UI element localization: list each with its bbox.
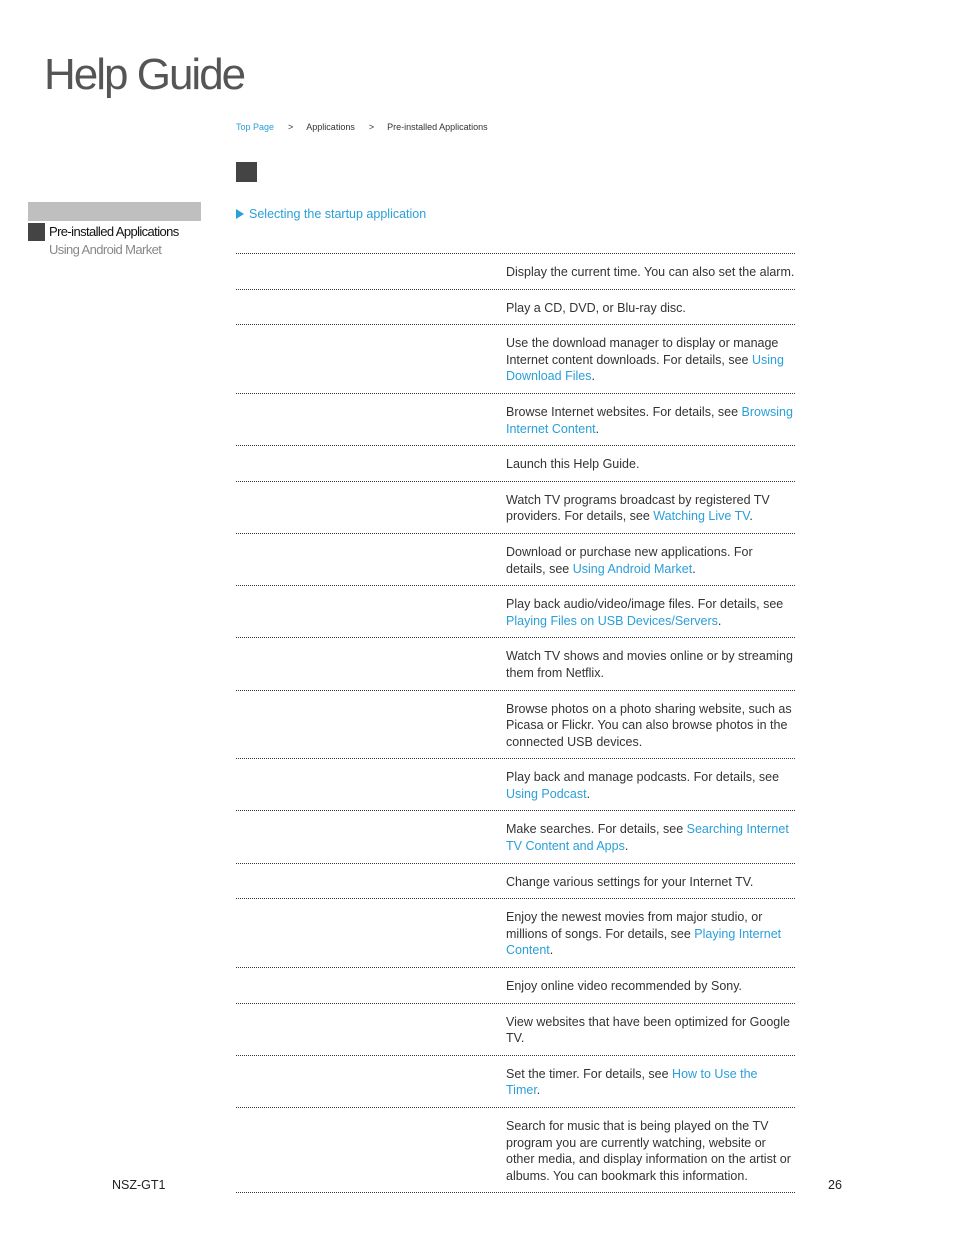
description-text: Watch TV programs broadcast by registered TV providers. For details, see	[506, 492, 770, 524]
app-description	[506, 864, 795, 899]
description-link[interactable]: Watching Live TV	[653, 509, 750, 524]
app-name-cell	[236, 811, 506, 862]
description-text: Enjoy the newest movies from major studio, or millions of songs. For details, see	[506, 910, 763, 941]
breadcrumb	[236, 122, 488, 132]
description-text: View websites that have been optimized for Google TV.	[506, 1014, 790, 1046]
app-description	[506, 968, 795, 1003]
description-link[interactable]: Using Podcast	[506, 786, 587, 801]
app-description	[506, 254, 795, 289]
description-text: Download or purchase new applications. For details, see	[506, 544, 753, 576]
description-text: .	[595, 421, 600, 436]
app-description	[506, 691, 795, 759]
app-description	[506, 482, 795, 533]
app-name-cell	[236, 254, 506, 289]
description-text: Play back and manage podcasts. For details, see	[506, 770, 780, 785]
table-row	[236, 1004, 795, 1056]
table-row	[236, 968, 795, 1004]
app-name-cell	[236, 290, 506, 325]
description-text: .	[692, 561, 696, 576]
table-row	[236, 1108, 795, 1193]
table-row	[236, 638, 795, 690]
table-row	[236, 254, 795, 290]
startup-application-link[interactable]	[236, 207, 426, 221]
description-link[interactable]: Playing Internet Content	[506, 926, 782, 958]
app-name-cell	[236, 759, 506, 810]
description-text: Launch this Help Guide.	[506, 457, 640, 472]
footer-model: NSZ-GT1	[112, 1178, 166, 1192]
app-description	[506, 586, 795, 637]
description-text: Enjoy online video recommended by Sony.	[506, 979, 743, 994]
description-text: Play a CD, DVD, or Blu-ray disc.	[506, 300, 686, 315]
table-row	[236, 394, 795, 446]
app-name-cell	[236, 968, 506, 1003]
app-name-cell	[236, 1056, 506, 1107]
description-text: Watch TV shows and movies online or by streaming them from Netflix.	[506, 649, 793, 680]
app-description	[506, 899, 795, 967]
description-text: .	[624, 839, 629, 854]
description-text: .	[536, 1083, 541, 1098]
table-row	[236, 899, 795, 968]
app-description	[506, 446, 795, 481]
startup-application-label: Selecting the startup application	[249, 207, 427, 221]
app-name-cell	[236, 325, 506, 393]
description-text: Use the download manager to display or manage Internet content downloads. For details, see	[506, 336, 779, 367]
app-name-cell	[236, 1108, 506, 1192]
app-name-cell	[236, 446, 506, 481]
description-link[interactable]: Browsing Internet Content	[506, 404, 793, 436]
table-row	[236, 864, 795, 900]
app-description	[506, 534, 795, 585]
description-text: Search for music that is being played on the TV program you are currently watching, website or other media, and display information on the artist or albums. You can bookmark this information.	[506, 1119, 791, 1183]
sidebar-item-using-android-market[interactable]: Using Android Market	[49, 242, 162, 257]
triangle-right-icon	[236, 209, 244, 219]
app-description	[506, 290, 795, 325]
table-row	[236, 290, 795, 326]
description-link[interactable]: Using Android Market	[572, 561, 693, 576]
description-text: Change various settings for your Internet TV.	[506, 874, 754, 889]
breadcrumb-current: Pre-installed Applications	[387, 122, 488, 132]
description-text: .	[591, 369, 595, 384]
app-description	[506, 759, 795, 810]
table-row	[236, 534, 795, 586]
description-link[interactable]: Playing Files on USB Devices/Servers	[506, 613, 718, 628]
app-description	[506, 638, 795, 689]
section-heading-marker	[236, 162, 257, 182]
app-name-cell	[236, 691, 506, 759]
table-row	[236, 1056, 795, 1108]
description-text: Display the current time. You can also set the alarm.	[506, 265, 795, 279]
description-text: Browse Internet websites. For details, see	[506, 404, 742, 419]
table-row	[236, 482, 795, 534]
page-title: Help Guide	[44, 50, 245, 99]
table-row	[236, 446, 795, 482]
app-description	[506, 1108, 795, 1192]
description-link[interactable]: Using Download Files	[506, 352, 784, 384]
table-row	[236, 811, 795, 863]
breadcrumb-top-page[interactable]: Top Page	[236, 122, 275, 132]
app-name-cell	[236, 899, 506, 967]
app-name-cell	[236, 638, 506, 689]
app-description	[506, 811, 795, 862]
table-row	[236, 691, 795, 760]
breadcrumb-applications[interactable]: Applications	[306, 122, 355, 132]
description-link[interactable]: How to Use the Timer	[506, 1066, 758, 1098]
app-name-cell	[236, 534, 506, 585]
app-name-cell	[236, 394, 506, 445]
breadcrumb-separator: >	[288, 122, 294, 132]
description-text: Make searches. For details, see	[506, 822, 687, 837]
description-text: Browse photos on a photo sharing website, such as Picasa or Flickr. You can also browse photos in the connected USB devices.	[506, 701, 792, 749]
sidebar-header-bar	[28, 202, 201, 221]
description-text: .	[717, 613, 722, 628]
sidebar-current-marker	[28, 223, 45, 241]
breadcrumb-separator: >	[368, 122, 375, 132]
app-name-cell	[236, 586, 506, 637]
description-text: .	[586, 786, 591, 801]
app-name-cell	[236, 864, 506, 899]
description-text: Play back audio/video/image files. For details, see	[506, 597, 784, 612]
sidebar-item-pre-installed-applications[interactable]: Pre-installed Applications	[49, 224, 179, 239]
app-description	[506, 394, 795, 445]
description-text: .	[549, 943, 554, 958]
app-name-cell	[236, 1004, 506, 1055]
applications-table	[236, 253, 795, 1193]
table-row	[236, 586, 795, 638]
app-description	[506, 1056, 795, 1107]
description-text: Set the timer. For details, see	[506, 1066, 673, 1081]
footer-page-number: 26	[828, 1178, 842, 1192]
app-name-cell	[236, 482, 506, 533]
table-row	[236, 759, 795, 811]
app-description	[506, 1004, 795, 1055]
description-link[interactable]: Searching Internet TV Content and Apps	[506, 822, 789, 854]
description-text: .	[749, 509, 753, 524]
table-row	[236, 325, 795, 394]
app-description	[506, 325, 795, 393]
